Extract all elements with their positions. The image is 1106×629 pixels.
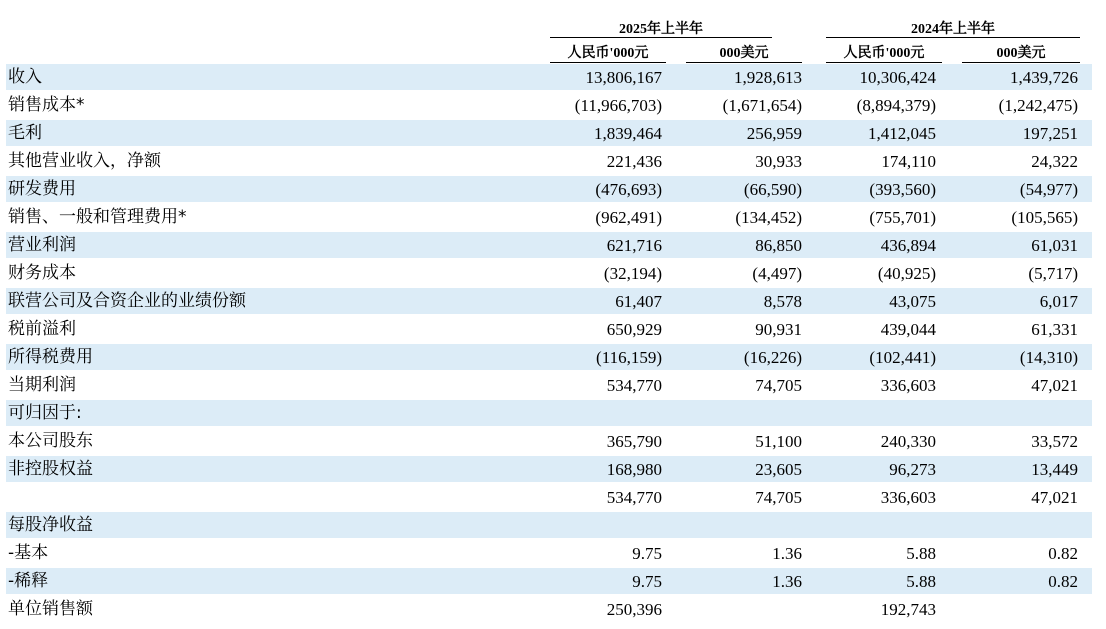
cell-rmb-2024: (8,894,379) bbox=[856, 96, 936, 115]
cell-usd-2025: 23,605 bbox=[755, 460, 802, 479]
cell-rmb-2024: 192,743 bbox=[880, 600, 936, 619]
cell-usd-2024: 197,251 bbox=[1022, 124, 1078, 143]
cell-usd-2025 bbox=[686, 400, 802, 426]
cell-rmb-2024: 1,412,045 bbox=[868, 124, 936, 143]
table-row bbox=[6, 316, 1092, 342]
cell-rmb-2024: 336,603 bbox=[880, 376, 936, 395]
cell-usd-2025: 74,705 bbox=[755, 488, 802, 507]
cell-usd-2025: 74,705 bbox=[755, 376, 802, 395]
period-rule-2024 bbox=[826, 37, 1080, 38]
table-row bbox=[6, 204, 1092, 230]
cell-usd-2024: 0.82 bbox=[1048, 572, 1078, 591]
period-rule-2025 bbox=[550, 37, 772, 38]
table-row bbox=[6, 540, 1092, 566]
row-label: 毛利 bbox=[8, 123, 42, 143]
table-row bbox=[6, 372, 1092, 398]
cell-usd-2024: (14,310) bbox=[1019, 348, 1078, 367]
table-row bbox=[6, 64, 1092, 90]
row-label: 非控股权益 bbox=[8, 459, 93, 479]
cell-usd-2024: 0.82 bbox=[1048, 544, 1078, 563]
cell-rmb-2024: 5.88 bbox=[906, 544, 936, 563]
cell-rmb-2025: 13,806,167 bbox=[585, 68, 662, 87]
cell-rmb-2025: 365,790 bbox=[606, 432, 662, 451]
row-label: 其他营业收入，净额 bbox=[8, 151, 161, 171]
cell-rmb-2024: 5.88 bbox=[906, 572, 936, 591]
column-header-rmb-2024: 人民币'000元 bbox=[826, 42, 942, 63]
row-label: 可归因于: bbox=[8, 403, 82, 423]
cell-usd-2024: 61,031 bbox=[1031, 236, 1078, 255]
cell-rmb-2025: 534,770 bbox=[606, 488, 662, 507]
cell-usd-2025: (66,590) bbox=[743, 180, 802, 199]
cell-rmb-2024 bbox=[822, 400, 936, 426]
row-label: -稀释 bbox=[8, 571, 49, 591]
cell-rmb-2024: (40,925) bbox=[877, 264, 936, 283]
table-row bbox=[6, 120, 1092, 146]
cell-rmb-2024: (755,701) bbox=[869, 208, 936, 227]
table-row bbox=[6, 288, 1092, 314]
cell-usd-2024: 33,572 bbox=[1031, 432, 1078, 451]
period-label-2025: 2025年上半年 bbox=[619, 22, 703, 37]
cell-usd-2025: (16,226) bbox=[743, 348, 802, 367]
cell-usd-2024: (54,977) bbox=[1019, 180, 1078, 199]
cell-usd-2025: (134,452) bbox=[735, 208, 802, 227]
cell-rmb-2025: 650,929 bbox=[606, 320, 662, 339]
period-header-2024 bbox=[826, 18, 1080, 38]
cell-rmb-2025: (476,693) bbox=[595, 180, 662, 199]
cell-usd-2025: 256,959 bbox=[746, 124, 802, 143]
cell-usd-2024: 1,439,726 bbox=[1010, 68, 1078, 87]
column-header-usd-2024: 000美元 bbox=[962, 42, 1080, 63]
cell-rmb-2024: 336,603 bbox=[880, 488, 936, 507]
cell-usd-2024: 61,331 bbox=[1031, 320, 1078, 339]
table-row bbox=[6, 232, 1092, 258]
cell-usd-2024: (1,242,475) bbox=[998, 96, 1078, 115]
cell-rmb-2025: 168,980 bbox=[606, 460, 662, 479]
cell-usd-2025: 1.36 bbox=[772, 544, 802, 563]
row-label: 本公司股东 bbox=[8, 431, 93, 451]
cell-usd-2025: 1,928,613 bbox=[734, 68, 802, 87]
column-header-rmb-2025: 人民币'000元 bbox=[550, 42, 666, 63]
cell-rmb-2025: 221,436 bbox=[606, 152, 662, 171]
cell-usd-2024: 13,449 bbox=[1031, 460, 1078, 479]
cell-usd-2024: (105,565) bbox=[1011, 208, 1078, 227]
cell-rmb-2025 bbox=[550, 400, 662, 426]
cell-rmb-2025: (32,194) bbox=[603, 264, 662, 283]
cell-rmb-2024 bbox=[822, 512, 936, 538]
table-row bbox=[6, 596, 1092, 622]
cell-rmb-2024: 96,273 bbox=[889, 460, 936, 479]
cell-usd-2025: (4,497) bbox=[752, 264, 802, 283]
cell-rmb-2025: 250,396 bbox=[606, 600, 662, 619]
cell-rmb-2025: 61,407 bbox=[615, 292, 662, 311]
cell-usd-2025 bbox=[686, 596, 802, 622]
cell-rmb-2025: (116,159) bbox=[596, 348, 662, 367]
cell-rmb-2025: 9.75 bbox=[632, 572, 662, 591]
cell-rmb-2024: 174,110 bbox=[881, 152, 936, 171]
table-row bbox=[6, 92, 1092, 118]
cell-rmb-2025: 534,770 bbox=[606, 376, 662, 395]
cell-rmb-2025 bbox=[550, 512, 662, 538]
cell-usd-2024: (5,717) bbox=[1028, 264, 1078, 283]
row-label: 当期利润 bbox=[8, 375, 76, 395]
cell-rmb-2024: 436,894 bbox=[880, 236, 936, 255]
row-label: 税前溢利 bbox=[8, 319, 76, 339]
cell-usd-2025: 8,578 bbox=[763, 292, 802, 311]
table-row bbox=[6, 456, 1092, 482]
row-label: 所得税费用 bbox=[8, 347, 93, 367]
column-header-usd-2025: 000美元 bbox=[686, 42, 802, 63]
row-label: 每股净收益 bbox=[8, 515, 93, 535]
cell-rmb-2025: 621,716 bbox=[606, 236, 662, 255]
row-label: 研发费用 bbox=[8, 179, 76, 199]
table-row bbox=[6, 512, 1092, 538]
table-row bbox=[6, 148, 1092, 174]
cell-rmb-2024: (102,441) bbox=[869, 348, 936, 367]
table-row bbox=[6, 344, 1092, 370]
cell-usd-2025: 90,931 bbox=[755, 320, 802, 339]
row-label: -基本 bbox=[8, 543, 49, 563]
cell-rmb-2025: (962,491) bbox=[595, 208, 662, 227]
cell-usd-2024: 6,017 bbox=[1039, 292, 1078, 311]
cell-usd-2024 bbox=[960, 512, 1078, 538]
cell-rmb-2025: 1,839,464 bbox=[594, 124, 662, 143]
row-label: 财务成本 bbox=[8, 263, 76, 283]
row-label: 联营公司及合资企业的业绩份额 bbox=[8, 291, 246, 311]
table-row bbox=[6, 568, 1092, 594]
cell-usd-2025: 30,933 bbox=[755, 152, 802, 171]
row-label: 销售、一般和管理费用* bbox=[8, 207, 187, 227]
cell-usd-2024: 47,021 bbox=[1031, 376, 1078, 395]
cell-rmb-2024: 240,330 bbox=[880, 432, 936, 451]
cell-rmb-2025: 9.75 bbox=[632, 544, 662, 563]
cell-usd-2025: 51,100 bbox=[755, 432, 802, 451]
cell-usd-2024 bbox=[960, 596, 1078, 622]
period-header-2025 bbox=[550, 18, 772, 38]
period-label-2024: 2024年上半年 bbox=[911, 22, 995, 37]
table-row bbox=[6, 260, 1092, 286]
table-row bbox=[6, 428, 1092, 454]
cell-rmb-2024: (393,560) bbox=[869, 180, 936, 199]
table-row bbox=[6, 400, 1092, 426]
cell-usd-2025: 86,850 bbox=[755, 236, 802, 255]
row-label: 销售成本* bbox=[8, 95, 85, 115]
table-row bbox=[6, 484, 1092, 510]
cell-rmb-2025: (11,966,703) bbox=[574, 96, 662, 115]
cell-rmb-2024: 10,306,424 bbox=[859, 68, 936, 87]
cell-usd-2025: (1,671,654) bbox=[722, 96, 802, 115]
cell-usd-2024: 24,322 bbox=[1031, 152, 1078, 171]
cell-usd-2024: 47,021 bbox=[1031, 488, 1078, 507]
row-label: 收入 bbox=[8, 67, 42, 87]
cell-rmb-2024: 43,075 bbox=[889, 292, 936, 311]
cell-usd-2025 bbox=[686, 512, 802, 538]
cell-rmb-2024: 439,044 bbox=[880, 320, 936, 339]
cell-usd-2025: 1.36 bbox=[772, 572, 802, 591]
row-label: 营业利润 bbox=[8, 235, 76, 255]
row-label: 单位销售额 bbox=[8, 599, 93, 619]
cell-usd-2024 bbox=[960, 400, 1078, 426]
table-row bbox=[6, 176, 1092, 202]
